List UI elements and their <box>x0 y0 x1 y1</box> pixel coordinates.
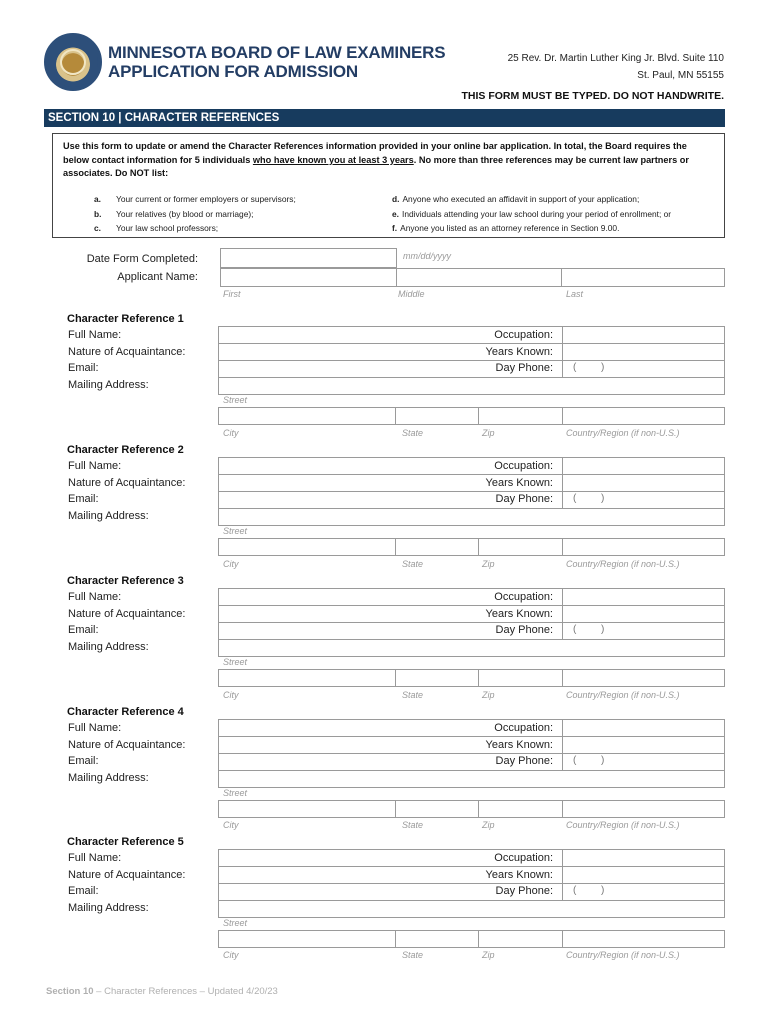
title-line-2: APPLICATION FOR ADMISSION <box>108 62 359 81</box>
years-known-label: Years Known: <box>485 608 553 620</box>
street-field[interactable] <box>218 377 725 395</box>
day-phone-field[interactable] <box>562 753 725 771</box>
date-completed-label: Date Form Completed: <box>86 253 198 265</box>
city-field[interactable] <box>218 800 396 818</box>
occupation-field[interactable] <box>562 588 725 606</box>
list-item: a. Your current or former employers or supervisors; <box>94 194 296 204</box>
acquaintance-label: Nature of Acquaintance: <box>68 608 186 620</box>
mailing-address-label: Mailing Address: <box>68 641 149 653</box>
board-address <box>508 50 724 84</box>
exclusion-list-right <box>392 192 722 236</box>
area-code-close-paren: ) <box>601 885 605 896</box>
full-name-label: Full Name: <box>68 722 122 734</box>
country-field[interactable] <box>562 669 725 687</box>
email-label: Email: <box>68 362 99 374</box>
reference-heading: Character Reference 5 <box>67 836 184 848</box>
reference-heading: Character Reference 2 <box>67 444 184 456</box>
zip-field[interactable] <box>478 538 563 556</box>
state-hint: State <box>402 820 424 830</box>
section-header: SECTION 10 | CHARACTER REFERENCES <box>44 109 725 127</box>
acquaintance-label: Nature of Acquaintance: <box>68 739 186 751</box>
area-code-open-paren: ( <box>573 755 577 766</box>
list-item: b. Your relatives (by blood or marriage); <box>94 208 254 219</box>
page-title <box>108 43 445 81</box>
typing-notice: THIS FORM MUST BE TYPED. DO NOT HANDWRITE. <box>461 90 724 102</box>
full-name-label: Full Name: <box>68 460 122 472</box>
full-name-label: Full Name: <box>68 329 122 341</box>
city-hint: City <box>223 950 239 960</box>
occupation-field[interactable] <box>562 457 725 475</box>
area-code-open-paren: ( <box>573 493 577 504</box>
first-name-hint: First <box>223 289 241 299</box>
state-hint: State <box>402 428 424 438</box>
day-phone-field[interactable] <box>562 883 725 901</box>
country-hint: Country/Region (if non-U.S.) <box>566 559 680 569</box>
email-label: Email: <box>68 755 99 767</box>
occupation-field[interactable] <box>562 719 725 737</box>
zip-hint: Zip <box>482 950 495 960</box>
years-known-field[interactable] <box>562 736 725 754</box>
state-field[interactable] <box>395 930 479 948</box>
day-phone-label: Day Phone: <box>495 493 553 505</box>
street-field[interactable] <box>218 770 725 788</box>
applicant-last-name-field[interactable] <box>561 268 725 287</box>
street-field[interactable] <box>218 639 725 657</box>
acquaintance-label: Nature of Acquaintance: <box>68 346 186 358</box>
state-field[interactable] <box>395 669 479 687</box>
zip-hint: Zip <box>482 690 495 700</box>
country-field[interactable] <box>562 538 725 556</box>
area-code-close-paren: ) <box>601 493 605 504</box>
city-field[interactable] <box>218 538 396 556</box>
day-phone-field[interactable] <box>562 491 725 509</box>
state-field[interactable] <box>395 407 479 425</box>
area-code-open-paren: ( <box>573 624 577 635</box>
zip-field[interactable] <box>478 930 563 948</box>
mailing-address-label: Mailing Address: <box>68 772 149 784</box>
occupation-field[interactable] <box>562 849 725 867</box>
mailing-address-label: Mailing Address: <box>68 379 149 391</box>
state-hint: State <box>402 950 424 960</box>
state-hint: State <box>402 690 424 700</box>
country-field[interactable] <box>562 407 725 425</box>
street-hint: Street <box>223 526 248 536</box>
country-hint: Country/Region (if non-U.S.) <box>566 820 680 830</box>
instructions-text: Use this form to update or amend the Character References information provided in your online bar application. In total, the Board requires the below contact information for 5 individuals who have known you at least 3 years. No more than three references may be current law partners or associates. Do NOT list: <box>63 141 689 178</box>
title-line-1: MINNESOTA BOARD OF LAW EXAMINERS <box>108 43 446 62</box>
list-item: f. Anyone you listed as an attorney reference in Section 9.00. <box>392 223 620 233</box>
years-known-label: Years Known: <box>485 477 553 489</box>
years-known-field[interactable] <box>562 866 725 884</box>
email-label: Email: <box>68 885 99 897</box>
zip-hint: Zip <box>482 820 495 830</box>
area-code-open-paren: ( <box>573 362 577 373</box>
street-hint: Street <box>223 918 248 928</box>
street-hint: Street <box>223 788 248 798</box>
date-completed-field[interactable] <box>220 248 397 268</box>
city-hint: City <box>223 559 239 569</box>
occupation-field[interactable] <box>562 326 725 344</box>
street-hint: Street <box>223 395 248 405</box>
occupation-label: Occupation: <box>494 852 553 864</box>
address-line-2: St. Paul, MN 55155 <box>637 70 724 81</box>
country-field[interactable] <box>562 800 725 818</box>
day-phone-label: Day Phone: <box>495 885 553 897</box>
email-label: Email: <box>68 624 99 636</box>
acquaintance-label: Nature of Acquaintance: <box>68 869 186 881</box>
list-item: e. Individuals attending your law school during your period of enrollment; or <box>392 208 672 219</box>
date-format-hint: mm/dd/yyyy <box>403 251 452 261</box>
zip-hint: Zip <box>482 428 495 438</box>
zip-field[interactable] <box>478 669 563 687</box>
years-known-field[interactable] <box>562 605 725 623</box>
country-hint: Country/Region (if non-U.S.) <box>566 428 680 438</box>
country-hint: Country/Region (if non-U.S.) <box>566 690 680 700</box>
last-name-hint: Last <box>566 289 584 299</box>
day-phone-field[interactable] <box>562 622 725 640</box>
mailing-address-label: Mailing Address: <box>68 902 149 914</box>
applicant-first-name-field[interactable] <box>220 268 397 287</box>
day-phone-field[interactable] <box>562 360 725 378</box>
city-hint: City <box>223 690 239 700</box>
full-name-label: Full Name: <box>68 852 122 864</box>
reference-heading: Character Reference 4 <box>67 706 184 718</box>
city-field[interactable] <box>218 930 396 948</box>
list-item: c. Your law school professors; <box>94 223 219 233</box>
full-name-label: Full Name: <box>68 591 122 603</box>
board-seal-logo <box>44 33 102 91</box>
area-code-close-paren: ) <box>601 755 605 766</box>
address-line-1: 25 Rev. Dr. Martin Luther King Jr. Blvd. Suite 110 <box>507 53 724 64</box>
day-phone-label: Day Phone: <box>495 362 553 374</box>
area-code-open-paren: ( <box>573 885 577 896</box>
applicant-name-label: Applicant Name: <box>117 271 198 283</box>
reference-heading: Character Reference 3 <box>67 575 184 587</box>
city-hint: City <box>223 820 239 830</box>
email-label: Email: <box>68 493 99 505</box>
occupation-label: Occupation: <box>494 329 553 341</box>
years-known-label: Years Known: <box>485 739 553 751</box>
years-known-field[interactable] <box>562 343 725 361</box>
page-footer: Section 10 – Character References – Updated 4/20/23 <box>46 986 278 997</box>
occupation-label: Occupation: <box>494 591 553 603</box>
city-hint: City <box>223 428 239 438</box>
day-phone-label: Day Phone: <box>495 624 553 636</box>
city-field[interactable] <box>218 669 396 687</box>
middle-name-hint: Middle <box>398 289 425 299</box>
occupation-label: Occupation: <box>494 722 553 734</box>
street-hint: Street <box>223 657 248 667</box>
street-field[interactable] <box>218 508 725 526</box>
years-known-label: Years Known: <box>485 869 553 881</box>
area-code-close-paren: ) <box>601 362 605 373</box>
area-code-close-paren: ) <box>601 624 605 635</box>
mailing-address-label: Mailing Address: <box>68 510 149 522</box>
reference-heading: Character Reference 1 <box>67 313 184 325</box>
years-known-field[interactable] <box>562 474 725 492</box>
zip-hint: Zip <box>482 559 495 569</box>
state-hint: State <box>402 559 424 569</box>
zip-field[interactable] <box>478 800 563 818</box>
street-field[interactable] <box>218 900 725 918</box>
day-phone-label: Day Phone: <box>495 755 553 767</box>
country-field[interactable] <box>562 930 725 948</box>
list-item: d. Anyone who executed an affidavit in support of your application; <box>392 194 640 204</box>
occupation-label: Occupation: <box>494 460 553 472</box>
state-field[interactable] <box>395 538 479 556</box>
country-hint: Country/Region (if non-U.S.) <box>566 950 680 960</box>
zip-field[interactable] <box>478 407 563 425</box>
applicant-middle-name-field[interactable] <box>396 268 562 287</box>
city-field[interactable] <box>218 407 396 425</box>
exclusion-list-left <box>94 192 384 236</box>
state-field[interactable] <box>395 800 479 818</box>
acquaintance-label: Nature of Acquaintance: <box>68 477 186 489</box>
years-known-label: Years Known: <box>485 346 553 358</box>
